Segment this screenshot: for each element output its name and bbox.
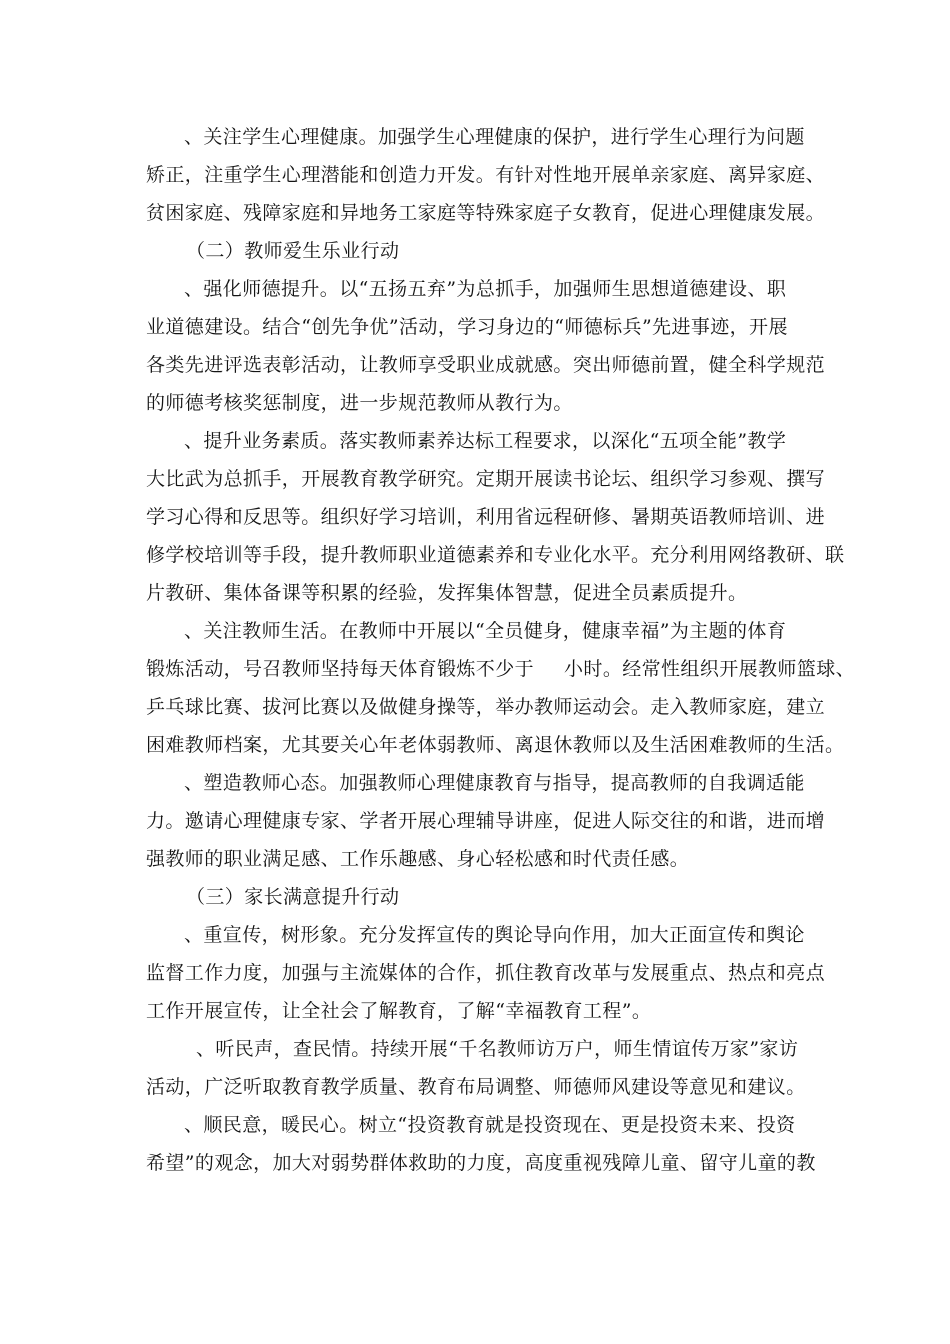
text-line: 乒乓球比赛、拔河比赛以及做健身操等，举办教师运动会。走入教师家庭，建立 bbox=[146, 696, 826, 718]
text-line: 、塑造教师心态。加强教师心理健康教育与指导，提高教师的自我调适能 bbox=[184, 772, 805, 794]
text-line: 各类先进评选表彰活动，让教师享受职业成就感。突出师德前置，健全科学规范 bbox=[146, 354, 826, 376]
text-line: 工作开展宣传，让全社会了解教育，了解“幸福教育工程”。 bbox=[146, 1000, 652, 1022]
text-line: 学习心得和反思等。组织好学习培训，利用省远程研修、暑期英语教师培训、进 bbox=[146, 506, 826, 528]
document-page bbox=[146, 118, 856, 1182]
text-line: 、强化师德提升。以“五扬五弃”为总抓手，加强师生思想道德建设、职 bbox=[184, 278, 787, 300]
section-heading-parent-action: （三）家长满意提升行动 bbox=[186, 886, 400, 908]
text-line: 希望”的观念，加大对弱势群体救助的力度，高度重视残障儿童、留守儿童的教 bbox=[146, 1152, 816, 1174]
paragraph-student-mental-health bbox=[146, 118, 826, 232]
text-line bbox=[146, 650, 856, 688]
text-line: 业道德建设。结合“创先争优”活动，学习身边的“师德标兵”先进事迹，开展 bbox=[146, 316, 788, 338]
text-line: 、重宣传，树形象。充分发挥宣传的舆论导向作用，加大正面宣传和舆论 bbox=[184, 924, 805, 946]
paragraph-teacher-life bbox=[146, 612, 856, 764]
text-line: 大比武为总抓手，开展教育教学研究。定期开展读书论坛、组织学习参观、撰写 bbox=[146, 468, 826, 490]
text-line: 的师德考核奖惩制度，进一步规范教师从教行为。 bbox=[146, 392, 573, 414]
text-line: 活动，广泛听取教育教学质量、教育布局调整、师德师风建设等意见和建议。 bbox=[146, 1076, 806, 1098]
paragraph-publicity bbox=[146, 916, 826, 1030]
text-segment: 锻炼活动，号召教师坚持每天体育锻炼不少于 bbox=[146, 658, 535, 680]
text-line: 强教师的职业满足感、工作乐趣感、身心轻松感和时代责任感。 bbox=[146, 848, 690, 870]
paragraph-public-will bbox=[146, 1106, 816, 1182]
text-line: 、听民声，查民情。持续开展“千名教师访万户，师生情谊传万家”家访 bbox=[196, 1038, 799, 1060]
paragraph-public-opinion bbox=[146, 1030, 816, 1106]
text-line: 困难教师档案，尤其要关心年老体弱教师、离退休教师以及生活困难教师的生活。 bbox=[146, 734, 845, 756]
text-line: 、提升业务素质。落实教师素养达标工程要求，以深化“五项全能”教学 bbox=[184, 430, 787, 452]
paragraph-professional-quality bbox=[146, 422, 845, 612]
section-heading-teacher-action: （二）教师爱生乐业行动 bbox=[186, 240, 400, 262]
paragraph-teacher-mindset bbox=[146, 764, 826, 878]
text-segment: 小时。经常性组织开展教师篮球、 bbox=[564, 658, 856, 680]
text-line: 片教研、集体备课等积累的经验，发挥集体智慧，促进全员素质提升。 bbox=[146, 582, 748, 604]
text-line: 、关注学生心理健康。加强学生心理健康的保护，进行学生心理行为问题 bbox=[184, 126, 805, 148]
text-line: 监督工作力度，加强与主流媒体的合作，抓住教育改革与发展重点、热点和亮点 bbox=[146, 962, 826, 984]
text-line: 矫正，注重学生心理潜能和创造力开发。有针对性地开展单亲家庭、离异家庭、 bbox=[146, 164, 826, 186]
text-line: 力。邀请心理健康专家、学者开展心理辅导讲座，促进人际交往的和谐，进而增 bbox=[146, 810, 826, 832]
text-line: 修学校培训等手段，提升教师职业道德素养和专业化水平。充分利用网络教研、联 bbox=[146, 544, 845, 566]
paragraph-teacher-ethics bbox=[146, 270, 826, 422]
text-line: 、顺民意，暖民心。树立“投资教育就是投资现在、更是投资未来、投资 bbox=[184, 1114, 796, 1136]
text-line: 贫困家庭、残障家庭和异地务工家庭等特殊家庭子女教育，促进心理健康发展。 bbox=[146, 202, 826, 224]
text-line: 、关注教师生活。在教师中开展以“全员健身，健康幸福”为主题的体育 bbox=[184, 620, 787, 642]
